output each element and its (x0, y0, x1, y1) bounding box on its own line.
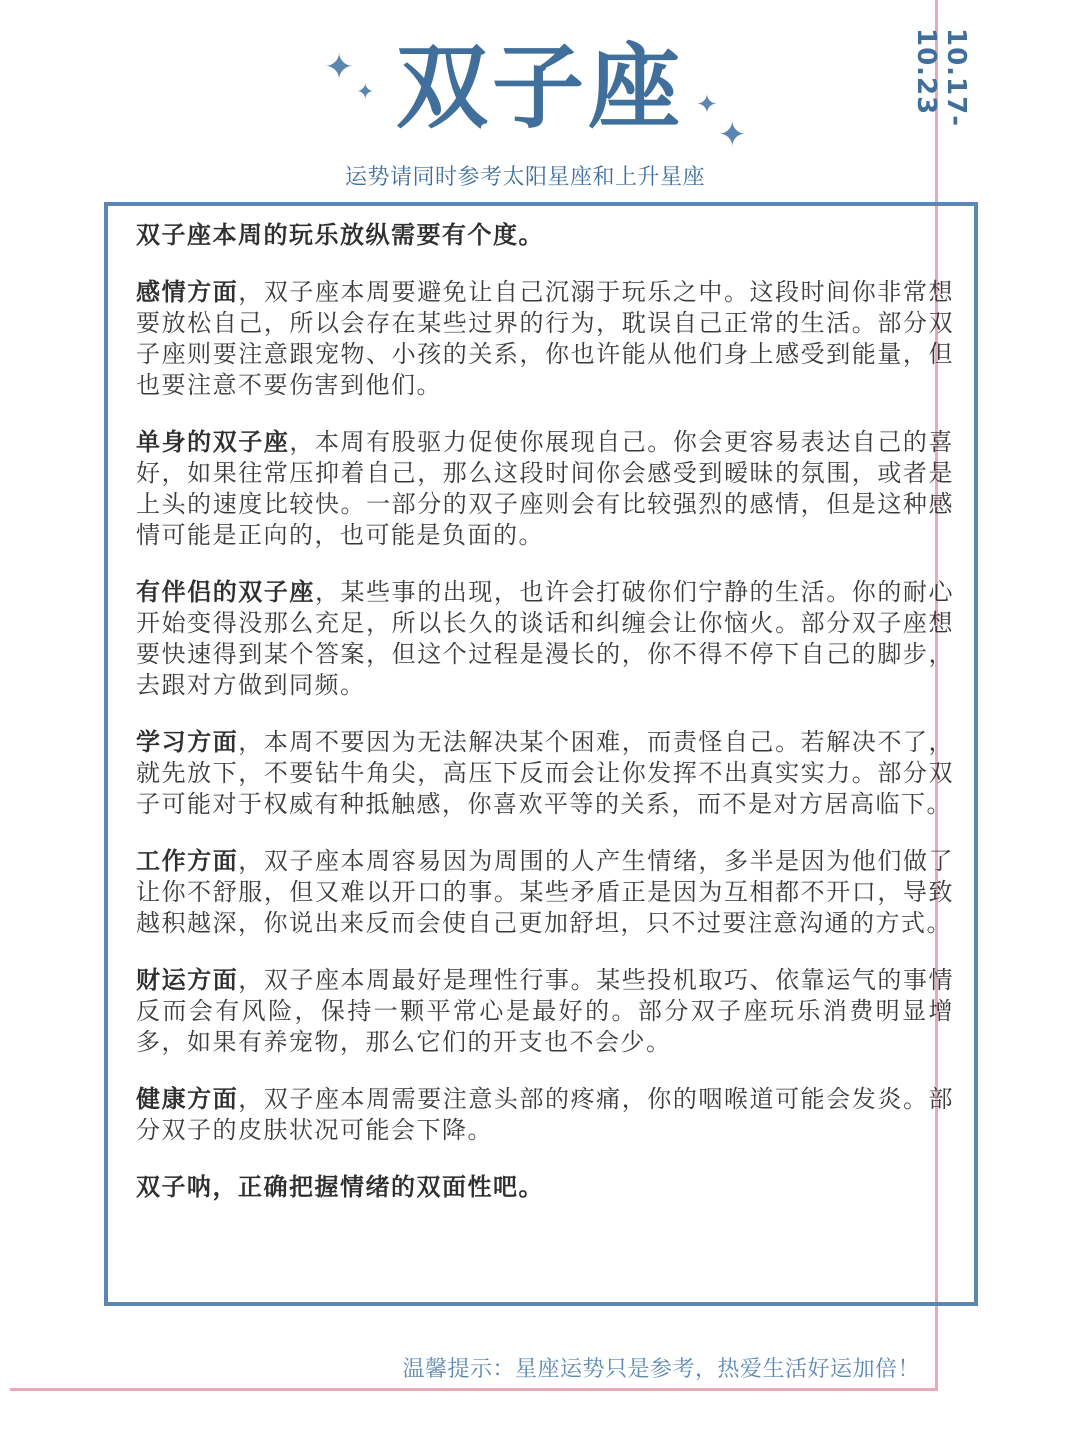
pink-frame-horizontal-line (10, 1388, 938, 1391)
section-heading: 财运方面 (136, 966, 239, 994)
section-body: ，双子座本周需要注意头部的疼痛，你的咽喉道可能会发炎。部分双子的皮肤状况可能会下降。 (136, 1085, 955, 1144)
section-single (136, 427, 954, 551)
section-body: ，本周有股驱力促使你展现自己。你会更容易表达自己的喜好，如果往常压抑着自己，那么这段时间你会感受到暧昧的氛围，或者是上头的速度比较快。一部分的双子座则会有比较强烈的感情，但是这种感情可能是正向的，也可能是负面的。 (136, 428, 955, 549)
section-love (136, 277, 954, 401)
section-heading: 工作方面 (136, 847, 239, 875)
section-heading: 学习方面 (136, 728, 239, 756)
footer-tip: 温馨提示：星座运势只是参考，热爱生活好运加倍！ (402, 1357, 920, 1382)
section-heading: 有伴侣的双子座 (136, 578, 315, 606)
section-wealth (136, 965, 954, 1058)
sparkle-icon: ✦ (718, 115, 747, 155)
section-health (136, 1084, 954, 1146)
section-body: ，本周不要因为无法解决某个困难，而责怪自己。若解决不了，就先放下，不要钻牛角尖，高压下反而会让你发挥不出真实实力。部分双子可能对于权威有种抵触感，你喜欢平等的关系，而不是对方居高临下。 (136, 728, 955, 818)
date-range: 10.17-10.23 (911, 28, 971, 128)
section-study (136, 727, 954, 820)
page-title: 双子座 (395, 34, 684, 141)
section-body: ，双子座本周最好是理性行事。某些投机取巧、依靠运气的事情反而会有风险，保持一颗平常心是最好的。部分双子座玩乐消费明显增多，如果有养宠物，那么它们的开支也不会少。 (136, 966, 955, 1056)
closing-text: 双子呐，正确把握情绪的双面性吧。 (136, 1173, 544, 1201)
horoscope-content-box (104, 202, 978, 1306)
sparkle-icon: ✦ (356, 80, 375, 105)
section-heading: 单身的双子座 (136, 428, 290, 456)
section-heading: 感情方面 (136, 278, 239, 306)
section-work (136, 846, 954, 939)
page-subtitle: 运势请同时参考太阳星座和上升星座 (344, 165, 705, 190)
intro-text: 双子座本周的玩乐放纵需要有个度。 (136, 221, 544, 249)
section-body: ，双子座本周要避免让自己沉溺于玩乐之中。这段时间你非常想要放松自己，所以会存在某些过界的行为，耽误自己正常的生活。部分双子座则要注意跟宠物、小孩的关系，你也许能从他们身上感受到能量，但也要注意不要伤害到他们。 (136, 278, 955, 399)
section-body: ，某些事的出现，也许会打破你们宁静的生活。你的耐心开始变得没那么充足，所以长久的谈话和纠缠会让你恼火。部分双子座想要快速得到某个答案，但这个过程是漫长的，你不得不停下自己的脚步，去跟对方做到同频。 (136, 578, 954, 699)
section-partnered (136, 577, 954, 701)
sparkle-icon: ✦ (324, 47, 355, 88)
section-body: ，双子座本周容易因为周围的人产生情绪，多半是因为他们做了让你不舒服，但又难以开口的事。某些矛盾正是因为互相都不开口，导致越积越深，你说出来反而会使自己更加舒坦，只不过要注意沟通的方式。 (136, 847, 955, 937)
sparkle-icon: ✦ (696, 90, 718, 120)
section-heading: 健康方面 (136, 1085, 239, 1113)
